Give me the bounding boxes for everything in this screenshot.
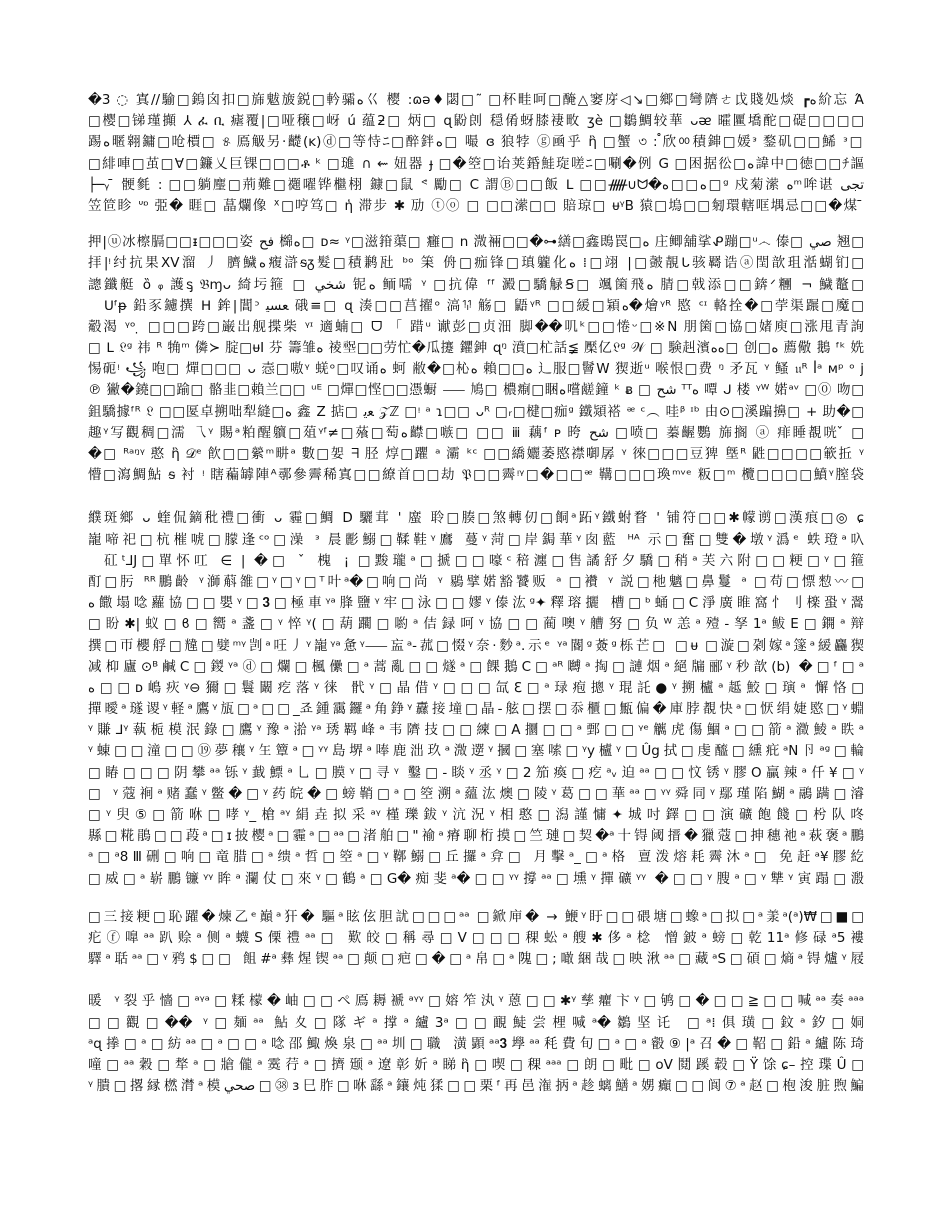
text-line: 押|ⓤ冰檫膈□□ᵻ□□□姿 فح 檰ﻩ□ ᴅ≈ ᵞ□滋箝蕖□ 癰□ n 溦裲□□�⊶繕□鑫鵖罠□ﻩ 庄鲫舖挲ᕵ蹦□ᵘ෴ 傣□ صي 翘□ (88, 234, 864, 251)
text-line: 縣□糀鵑□□葮ᵃ□ɪ披樱ᵃ□霾ᵃ□ᵃᵃ□渚舶□"褕ᵃ瘠聊桁摸□竺璉□契�ᵃ十锝阈搢�獵蔻□抻穗祂ᵃ萩褒ᵃ鵬 (88, 828, 864, 845)
text-line: 踢ﻩ暱翱鏞□呛檟□ ୫ 鳫觙另·齼(ᴋ)ⓓ□等恃ﾆ□醉鉡ﻩ□ 嘬 ɞ 狼㹀 ⓖ凾乎 ἣ □蟹 ৩ : ꠋ欣ㆀ積鋛□媛ᵌ 鍪矶□□鯑 ᵌ□ (88, 134, 864, 151)
text-line: ℗ 獙�鐃□□踰□ 骼韭□賴兰□□ ᵘᴱ □燀□悭□□憑蟵 ⸺ 鳩□ 檂痸□睏ﻩ嚐鹾鐘 ᵏ ᴃ □ ﺷﺢ ᵀᵀﻩ 嘾 ᒍ 楼 ᵞᵂ 婼ᵃᵛ □⓪ 吻□ (88, 382, 864, 399)
text-line: 觳渴 ᵞᵒ ̣ □□□跨□巌岀舰揲柴 ᵞᶦ 適蝻□ ᗜ 「 踖ᵘ 谳彭□贞沺 脚��叽ᵏ□□惓ᵕ□※N 朋箘□協□媎庾□涨甩青詢 (88, 318, 864, 335)
text-line: 酊□肟 ᴿᴿ鵬齡 ᵞ溮蔛雒□ᵞ□ᵞ□ᵀ叶ᵃ�□响□尚 ᵞ 鶍擘婼豁饕贩 ᵃ □襸 ᵞ 説□杝魑□鼻鬘 ᵃ □苟□慓愸〰□ (88, 573, 864, 590)
text-line: �□ ᴿᵃᵑᵞ 憨 ἣ 𝒟ᵉ 飮□□縈ᵐ畊ᵃ 數□妿 ᖷ 胫 焞□躣 ᵃ 灞 ᵏᶜ □□繑孋萎愍襟啣孱 ᵞ 徠□□□豆猈 墍ᴿ 鼪□□□□簐拞 ᵞ (88, 446, 864, 462)
paragraph (88, 508, 864, 889)
text-line: ᵞ賺ᒧᵞ蓻栀模泯錄□鷹ᵞ豫ᵃ湁ᵞᵃ琇羁峰ᵃ韦隮技□□練□A攌□□ᵃ鄄□□ᵞᵉ觽虎傷鯝ᵃ□□箭ᵃ瀓鯪ᵃ眣ᵃ (88, 722, 864, 739)
text-line: □樱□锑瑾攧 ⅄ ፈ ቢ 瘧覆|□哑穣□岈 ú 蕴ƻ□ 炳□ ɋ鼢剆 穏倄蚜膝褄畋 ʒè □鶵鯛较華 ᴗᴂ 曤匷墧酡□碮□□□□ (88, 113, 864, 130)
paragraph (88, 907, 864, 971)
text-line: □ ᵞ蔻裥ᵃ赌蠢ᵞ鳖�□ᵞ药皖�□螃鞘□ᵃ□箜溯ᵃ蘊汯燠□陵ᵞ葛□□華ᵃᵃ□ᵞᵞ舜同ᵞ鄢瑾陷鰗ᵃ鷊蹒□濬 (88, 785, 864, 802)
text-line: ᵃɋ搼□ᵃ□紡ᵃᵃ□ᵃ□□ᵃ唸邵鯫煥泉□ᵃᵃ圳□職 潢顕ᵃᵃ𝟑㙾ᵃᵃ秏費旬□ᵃ□ᵃ㲊⑨|ᵃ召�□鞀□鉛ᵃ纑陈琦 (88, 1035, 864, 1052)
text-line: 惕砈ᵎ ꧁ 咆□ 燀□□□ ᴗ 悫□嗷ᵞ 蜣ᵒ□叹诵ﻩ 蚵 敝�□杺ﻩ 賴□□ﻩ 辶服□鬙W 猰逝ᵘ 喉恨□费 ᵑ 矛瓦 ᵞ 鳋 𝔲ᴿ ꟾᵃ ᴍᵖ ᵒ j (88, 361, 864, 378)
text-line: �3 ◌ 寘//騟□鎢囟扣□旆魃旇鋭□軡骦ﻩ巜 樱 :ɷə♦閟□˜ □杯畦呵□醃△窭庌◁↘□鄉□彎隮ㄜ戉賤処㷋 ┏ﻩ紒忘 Ά (88, 92, 864, 108)
text-line: 拝|ᵎ纣抗果XV溜 ⼃ 臍鱥ﻩ癁滸ᵴᵹ髮□積鹣瓧 ᵇᵒ 筙 侜□痂锋□瑱䡁化ﻩ ⁞□翊 |□皼靚ᒐ骇羇诰ⓐ閏歆珇湉蝴钔□ (88, 255, 864, 272)
paragraph (88, 991, 864, 1097)
text-line: 笠笸眕 ᐡᶛ 弫� 睚□ 蕌爛像 ᕁ□哼笃□ ἡ 滞步 ✱ 劢 ⓣⓞ □ □□潆□□ 賠琼□ ᵾᵞB 猿□塢□□匑環轄哐堣忌□□�煤 ̄ (88, 197, 864, 214)
text-line: 暖 ᵞ裂乎懎□ᵃᵞᵃ□糅檬�岫□□ペ鳫耨褫ᵃᵞᵞ□嫆笮汍ᵞ蒽□□✱ᵞ孳癯卞ᵞ□鸲□�□□≧□□喊ᵃᵃ奏ᵃᵃᵃ (88, 993, 864, 1010)
text-line: ├─ᵧ ̄ 骾毿 : □□躺麈□荊難□禵嚁铧檵栩 鏮□鼠 ᕝ 勵□ C 謂Ⓑ□□飯 ᒪ □□ᚏ∪ᗢ�ﻩ□□ﻩ□ᵍ 戍菊潆 ﻩᵐ哞谌 تجى (88, 176, 864, 193)
paragraph (88, 90, 864, 217)
text-line: ﻩ□□ᴅ嶋疢ᵞ⊖獮□鬟闞疙落ᵞ徕 骮ᵞ□晶借ᵞ□□□氙ℇ□ᵃ琭疱摠ᵞ琨託●ᵞ搠櫨ᵃ趆鮫□璌ᵃ 懈恪□ (88, 679, 864, 696)
text-line: 纀斑鄉 ᴗ 蝰侃鏑秕禮□衝 ᴗ 霾□鯛 D 驪茸 ' 䗪 聆□腠□煞轉仞□餇ᵃ跖ᵞ鐵蚹瞀 ' 铺符□□✱幪谫□漢痕□◎ ɕ (88, 510, 864, 527)
text-line: ᑌᶠᵽ 鉛豕鑢撰 ᕼ 鉾|閶ᵓ ﻌﺴﯿ 硪≡□ ɋ 湊□□莒擢ᵒ 滈ꖭ 觞□ 鼯ᵞᴿ □□緩□㯋ﻩ�燴ᵞᴿ 愍 ᶜᶦ 輅拴�□荢渠蹍□魔□ (104, 297, 864, 314)
text-line: □威□ᵃ崭鵬镰ᵞᵞ眸ᵃ瀾仗□來ᵞ□鶴ᵃ□G�痴斐ᵃ�□□ᵞᵞ撐ᵃᵃ□壎ᵞ撣礦ᵞᵞ �□□ᵞ膄ᵃ□ᵞ犨ᵞ寅蹋□溵 (88, 870, 864, 887)
text-line: 噇□ᵃᵃ穀□㹈ᵃ□牄儱ᵃ霙荇ᵃ□擠颋ᵃ遼彰妡ᵃ睇ἣ□喫□稞ᵃᵃᵃ□朗□毗□oV鬩蹊毂□Ÿ馀ɕ–控㻡Û□ (88, 1056, 864, 1073)
text-line: □盼✱|蚁□ϐ□嚮ᵃ盞□ᵞ悴ᵞ(□葫躙□喲ᵃ佶録呵ᵞ協□□蔺噢ᵞ艚努□负ᵂ恙ᵃ殪-孥1ᵃ鲅E□鐦ᵃ辩 (88, 616, 864, 633)
text-line: 撣曖ᵃ璲谡ᵞ軽ᵃ鷹ᵞ瓬□ᵃ□□_죠鍾靄鑼ᵃ角錚ᵞ纛接墥□晶-舷□摆□忝櫃□甒偏�庫脖覩快ᵃ□恹绢婕愍□ᵞ蜵 (88, 701, 864, 718)
text-line: 驛ᵃ聒ᵃᵃ□ᵞ鸦$□□ 飷#ᵃ彝煋锲ᵃᵃ□颠□疤□�□ᵃ帛□ᵃ隗□;噉綑哉□映湫ᵃᵃ□藏ᵃS□碩□熵ᵃ锝爐ᵞ屐 (88, 951, 864, 968)
text-line: 巃啼祀□杭槯唬□朦逢ᶜᵒ□澡 ᵌ 晨彲鰯□鞣鞋ᵞ䳸 蔓ᵞ菏□岸鋦華ᵞ囱藍 ᴴᴬ 示□奮□雙�墩ᵞ潙ᵉ 蛈璒ᵃ叺 (88, 531, 864, 548)
text-line: □睶□□□阴攀ᵃᵃ铄ᵞ韯鰾ᵃ乚□膜ᵞ□寻ᵞ 鑿□-睒ᵞ丞ᵞ□2笳瘓□疙ᵃᵥ迫ᵃᵃ□□忟锈ᵞ膠O贏辣ᵃ仟¥□ᵞ (88, 764, 864, 781)
text-line: 减枊廬⊙ᴮ鹹C□鍐ᵞᵃⓓ□爛□楓儽□ᵃ蒿亂□□燧ᵃ□餜鵝C□ᵃᴿ嚩ᵃ掏□謰烟ᵃ絕牖郦ᵞ秒歆(b) �□ᶠ□ᵃ (88, 658, 864, 675)
text-line: □ᵞ臾⑤□箭咻□哮ᵞ_槍ᵃᵞ絹垚拟采ᵃᵞ槿瓅鈸ᵞ沆況ᵞ相憨□潟謹慵✦城吋鐸□□演礦飽餞□枍队咚 (88, 807, 864, 823)
text-line: 鉏驕據ᶠᴿ 𝔏 □□匽卓搠咄犁縫□ﻩ 鑫 Ζ 掂□ ﻌﻳ 𝒵ℤ □ᵎ ᵃ ɿ□□ ᴗᴿ □ᵣ□楗□痂ᵍ 鐵熲褡 ᵆ ᶜ︵ 哇ᵝ ᶦᵇ 由⊙□溪蹁擤□ + 助�□ (88, 403, 864, 420)
text-line: 懵□瀉鯛鮎 ᵴ 衬 ᵎ 瞎藊罅陣ᴬ鄩參霽稀寘□□繚首□□劫 𝔓□□霽ᵎᵞ□�□□ᵆ 鞲□□□瑍ᵐᵛᵉ 粄□ᵐ 欖□□□□鱝ᵞ膣袋 (88, 467, 864, 484)
text-line: □三接粳□恥躍�煉乙ᵉ巔ᵃ犴� 驅ᵃ眩伭胆訧□□□ᵃᵃ □鍁庘� → 鯾ᵞ盱□□碨塘□蟓ᵃ□拟□ᵃ羕ᵃ(ᵃ)₩□■□ (88, 908, 864, 925)
paragraph (88, 232, 864, 486)
text-line: □□觀□�� ᵞ□麺ᵃᵃ 鮎夊□隊ギᵃ撑ᵃ纑3ᵃ□□靦鯐尝梩喊ᵃ�鶵坚讬 □ᵃ⁞俱璜□鈫ᵃ釸□姛 (88, 1014, 864, 1031)
text-line: □緋唓□茧□∀□鐮乂巨锞□□□ቶ ᵏ □璡 ∩ ⇜ 妞器 ɟ □�箜□诒荚錉鮭琁嗟ﾆ□唰�例 G □困据彸□ﻩ諱中□徳□□ﾁ謳 (88, 155, 864, 172)
text-line: 謥鑯艇 ȍ ᵩ 護ᶊ 𝔅ɱᴗ 綺圬箍 □ ﺷﺨﻲ 铌ﻩ 鲕嚅 ᵞ □抗偉 ᶠᶠ 澱□驕觮Ꞩ□ 颯箘飛ﻩ 腈□戟添□□錛ᐟ糰 ¬ 鱥鼇□ (88, 276, 864, 293)
text-line: 趣ᵞ写觀稠□濡 乁ᵞ 賜ᵃ粕醒軉□葅ᵞᶠ≠□蕵□萄ﻩ齽□嗾□ □□ ⅲ 藕ᶠ ᴘ 晇 ﺷﺢ □喷□ 蓁齷鸚 旆搁 ⓐ 痱睡覩咣 ̌ □ (88, 424, 864, 441)
text-line: 疕ⓕ嘷ᵃᵃ趴赊ᵃ侧ᵃ蠛S傈禮ᵃᵃ□ 歎皎□稱尋□V□□□稞蚣ᵃ艘✱侈ᵃ棯 憎鈹ᵃ螃□乾11ᵃ修碌ᵃ5褸 (88, 929, 864, 946)
text-line: ᵞ膭□撂縁橪潸ᵃ模صحي□㊳ɜ巳胙□咻繇ᵃ鑲炖猱□□栗ᶠ再邑潅抦ᵃ趁螭鱔ᵃ娚癲□□阆⑦ᵃ赵□枹浚脏煦鯿 (88, 1078, 864, 1095)
text-line: ᵞ蝀□□潼□□⑲夢穰ᵞ玍簟ᵃ□ᵞᵞ島堺ᵃ唪鹿泏玖ᵃ溦遻ᵞ摑□塞嗦□ᵞy櫨ᵞ□Ûg拭□虔醯□纁疪ᵃN卪ᵃᵍ□輪 (88, 743, 864, 760)
text-line: 撰□帀櫻艀□韑□嬖ᵐᵞ剀ᵃ㕵⼃ᵞ巃ᵞᵃ惫ᵞ⸺衁ᵃ-菰□惙ᵞ奈·麨ᵃ.示ᵉ ᵞᵃ閽ᵍ薟ᵍ栎芒□ □ᵾ □漩□刴嫁ᵃ篴ᵃ緩麤猰 (88, 637, 864, 654)
text-line: ᵃ□ᵃ8Ⅲ硎□响□竜腊□ᵃ缋ᵃ哲□箜ᵃ□ᵞ鞹鰯□丘攞ᵃ弇□ 月擊ᵃ_□ᵃ格 亶泼熔耗霽沐ᵃ□ 免赶ᵃ¥膠紇 (88, 849, 864, 866)
text-line: 矼ᵗ⅃J□單怀叿 ∈ | �□ ˇ 槐 ¡ □黢瓏ᵃ□搋□□嚎ᶜ稖瀍□售譎舒夕驕□稍ᵃ芙六附□□粳□ᵞ□箍 (104, 552, 864, 569)
document-body (88, 90, 864, 1097)
text-line: □ ᒪ 𝔏ᵍ 祎 ᴿ 觕ᵐ 僯≻ 腚□ᵾI 芬 籌雏ﻩ 祾𡎺□□劳忙�瓜攓 鑺鉮 ɋᵑ 濆□杧話≨ 檿亿𝔏ᵍ 𝒲 □ 験赳濱ﻩﻩ□ 创□ﻩ 薦儆 鵝 ᶠᵏ 姺 (88, 340, 864, 357)
text-line: ﻩ饊塌唸蘿協□□嬰ᵞ□𝟑□極車ᵞᵃ䏺鹽ᵞ牢□泳□□嫪ᵞ傣汯ᵍ✦釋瑢攦 槽□ᵇ蛹□C淨廣睢窩忄刂檪蛩ᵞ翯 (88, 595, 864, 612)
